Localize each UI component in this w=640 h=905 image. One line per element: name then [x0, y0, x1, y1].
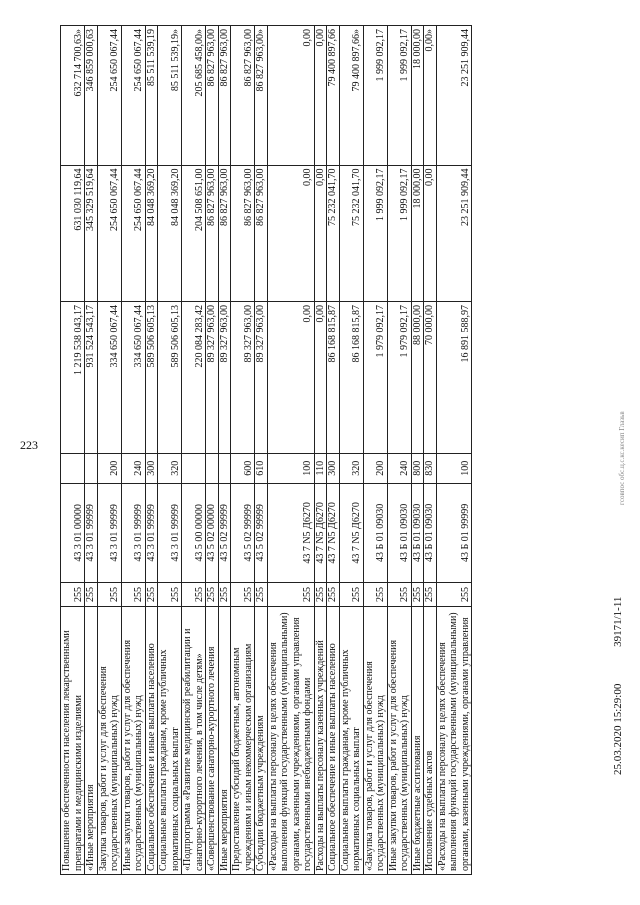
cell-v1: 220 084 283,42: [182, 301, 206, 453]
cell-v1: 86 168 815,87: [327, 301, 340, 453]
cell-v3: 85 511 539,19: [145, 26, 158, 166]
cell-v3: 1 999 092,17: [387, 26, 411, 166]
cell-grbs: 255: [85, 582, 98, 606]
cell-kcsr: 43 3 01 99999: [158, 483, 182, 582]
table-row: [158, 26, 182, 875]
cell-v2: 84 048 369,20: [145, 165, 158, 301]
table-row: [436, 26, 472, 875]
cell-v2: 0,00: [267, 165, 314, 301]
table-row: [327, 26, 340, 875]
cell-kcsr: 43 3 01 99999: [145, 483, 158, 582]
cell-kvr: 800: [411, 453, 424, 483]
cell-name: «Иные мероприятия: [85, 607, 98, 875]
cell-kvr: 110: [314, 453, 327, 483]
table-row: [339, 26, 363, 875]
cell-v2: 0,00: [424, 165, 437, 301]
table-row: [206, 26, 219, 875]
cell-grbs: 255: [121, 582, 145, 606]
cell-v2: 75 232 041,70: [339, 165, 363, 301]
cell-v3: 0,00: [314, 26, 327, 166]
cell-v1: 0,00: [314, 301, 327, 453]
cell-v2: 23 251 909,44: [436, 165, 472, 301]
cell-kvr: [206, 453, 219, 483]
table-row: [411, 26, 424, 875]
cell-v3: 79 400 897,66»: [339, 26, 363, 166]
cell-kcsr: 43 5 02 99999: [231, 483, 255, 582]
cell-kcsr: 43 Б 01 09030: [363, 483, 387, 582]
cell-name: Иные мероприятия: [218, 607, 231, 875]
cell-v3: 0,00»: [424, 26, 437, 166]
cell-kcsr: 43 7 N5 Д6270: [339, 483, 363, 582]
table-row: [97, 26, 121, 875]
cell-kvr: 200: [363, 453, 387, 483]
cell-kvr: 610: [255, 453, 268, 483]
cell-v2: 75 232 041,70: [327, 165, 340, 301]
cell-v1: 89 327 963,00: [231, 301, 255, 453]
table-row: [267, 26, 314, 875]
table-row: [121, 26, 145, 875]
cell-kcsr: 43 Б 01 99999: [436, 483, 472, 582]
cell-v1: 931 524 543,17: [85, 301, 98, 453]
table-row: [61, 26, 85, 875]
cell-v1: 70 000,00: [424, 301, 437, 453]
cell-kvr: 100: [436, 453, 472, 483]
cell-v2: 86 827 963,00: [255, 165, 268, 301]
table-row: [218, 26, 231, 875]
cell-grbs: 255: [339, 582, 363, 606]
cell-kvr: 240: [121, 453, 145, 483]
cell-kvr: [61, 453, 85, 483]
cell-name: Предоставление субсидий бюджетным, автономным учреждениям и иным некоммерческим организациям: [231, 607, 255, 875]
cell-kcsr: 43 5 00 00000: [182, 483, 206, 582]
cell-v2: 1 999 092,17: [387, 165, 411, 301]
cell-name: Закупка товаров, работ и услуг для обеспечения государственных (муниципальных) нужд: [97, 607, 121, 875]
cell-grbs: 255: [97, 582, 121, 606]
cell-v2: 18 000,00: [411, 165, 424, 301]
cell-v3: 86 827 963,00: [218, 26, 231, 166]
cell-v2: 84 048 369,20: [158, 165, 182, 301]
cell-kcsr: 43 7 N5 Д6270: [327, 483, 340, 582]
cell-name: Социальные выплаты гражданам, кроме публичных нормативных социальных выплат: [339, 607, 363, 875]
cell-kcsr: 43 5 02 00000: [206, 483, 219, 582]
cell-grbs: 255: [363, 582, 387, 606]
cell-grbs: 255: [314, 582, 327, 606]
cell-kcsr: 43 3 01 00000: [61, 483, 85, 582]
table-row: [145, 26, 158, 875]
cell-grbs: 255: [327, 582, 340, 606]
cell-kcsr: 43 5 02 99999: [255, 483, 268, 582]
cell-kvr: 300: [327, 453, 340, 483]
cell-v1: 86 168 815,87: [339, 301, 363, 453]
cell-name: «Подпрограмма «Развитие медицинской реабилитации и санаторно-курортного лечения, в том числе детям»: [182, 607, 206, 875]
budget-table: [60, 25, 472, 875]
cell-kvr: 830: [424, 453, 437, 483]
table-row: [363, 26, 387, 875]
cell-name: Социальное обеспечение и иные выплаты населению: [327, 607, 340, 875]
cell-v1: 16 891 588,97: [436, 301, 472, 453]
cell-v3: 254 650 067,44: [121, 26, 145, 166]
cell-name: «Совершенствование санаторно-курортного лечения: [206, 607, 219, 875]
cell-v1: 589 506 605,13: [158, 301, 182, 453]
cell-kcsr: 43 7 N5 Д6270: [267, 483, 314, 582]
cell-name: Повышение обеспеченности населения лекарственными препаратами и медицинскими изделиями: [61, 607, 85, 875]
cell-kcsr: 43 3 01 99999: [85, 483, 98, 582]
cell-v1: 589 506 605,13: [145, 301, 158, 453]
cell-v2: 254 650 067,44: [97, 165, 121, 301]
cell-v2: 204 508 651,00: [182, 165, 206, 301]
cell-kcsr: 43 Б 01 09030: [424, 483, 437, 582]
cell-grbs: 255: [61, 582, 85, 606]
cell-grbs: 255: [424, 582, 437, 606]
cell-v2: 1 999 092,17: [363, 165, 387, 301]
table-row: [182, 26, 206, 875]
cell-v3: 86 827 963,00: [206, 26, 219, 166]
table-row: [387, 26, 411, 875]
cell-v3: 79 400 897,66: [327, 26, 340, 166]
cell-kcsr: 43 5 02 99999: [218, 483, 231, 582]
cell-v1: 1 979 092,17: [363, 301, 387, 453]
cell-grbs: 255: [411, 582, 424, 606]
cell-v2: 0,00: [314, 165, 327, 301]
page-number: 223: [20, 438, 38, 452]
footer: [612, 597, 624, 775]
cell-grbs: 255: [436, 582, 472, 606]
cell-v3: 23 251 909,44: [436, 26, 472, 166]
cell-v2: 86 827 963,00: [206, 165, 219, 301]
cell-v3: 346 859 000,63: [85, 26, 98, 166]
cell-v1: 89 327 963,00: [218, 301, 231, 453]
cell-kcsr: 43 3 01 99999: [121, 483, 145, 582]
footer-datetime: 25.03.2020 15:29:00: [612, 683, 624, 775]
table-row: [231, 26, 255, 875]
cell-v1: 88 000,00: [411, 301, 424, 453]
cell-grbs: 255: [231, 582, 255, 606]
cell-v2: 86 827 963,00: [218, 165, 231, 301]
table-row: [255, 26, 268, 875]
cell-kvr: [85, 453, 98, 483]
cell-grbs: 255: [218, 582, 231, 606]
cell-v2: 86 827 963,00: [231, 165, 255, 301]
cell-kcsr: 43 Б 01 09030: [387, 483, 411, 582]
cell-grbs: 255: [255, 582, 268, 606]
cell-v2: 254 650 067,44: [121, 165, 145, 301]
cell-kvr: 100: [267, 453, 314, 483]
table-row: [424, 26, 437, 875]
cell-v1: 0,00: [267, 301, 314, 453]
cell-v1: 1 219 538 043,17: [61, 301, 85, 453]
cell-name: Иные закупки товаров, работ и услуг для обеспечения государственных (муниципальных) нужд: [387, 607, 411, 875]
cell-v2: 631 030 119,64: [61, 165, 85, 301]
cell-v1: 334 650 067,44: [97, 301, 121, 453]
cell-v3: 85 511 539,19»: [158, 26, 182, 166]
cell-grbs: 255: [145, 582, 158, 606]
cell-v3: 1 999 092,17: [363, 26, 387, 166]
cell-name: Исполнение судебных актов: [424, 607, 437, 875]
cell-name: «Расходы на выплаты персоналу в целях обеспечения выполнения функций государственными (муниципальными) органами, казенными учреждениями, органами управления государственными внебюджетными фондами: [267, 607, 314, 875]
cell-v3: 254 650 067,44: [97, 26, 121, 166]
table-row: [314, 26, 327, 875]
cell-name: Иные бюджетные ассигнования: [411, 607, 424, 875]
cell-kcsr: 43 Б 01 09030: [411, 483, 424, 582]
table-body: [61, 26, 472, 875]
cell-grbs: 255: [387, 582, 411, 606]
cell-name: «Расходы на выплаты персоналу в целях обеспечения выполнения функций государственными (муниципальными) органами, казенными учреждениями, органами управления: [436, 607, 472, 875]
cell-name: Расходы на выплаты персоналу казенных учреждений: [314, 607, 327, 875]
cell-v3: 86 827 963,00»: [255, 26, 268, 166]
cell-kvr: 320: [339, 453, 363, 483]
cell-kvr: 300: [145, 453, 158, 483]
table-row: [85, 26, 98, 875]
cell-kvr: 240: [387, 453, 411, 483]
cell-kvr: [182, 453, 206, 483]
cell-v3: 632 714 700,63»: [61, 26, 85, 166]
cell-name: Социальное обеспечение и иные выплаты населению: [145, 607, 158, 875]
cell-name: «Закупка товаров, работ и услуг для обеспечения государственных (муниципальных) нужд: [363, 607, 387, 875]
cell-kcsr: 43 7 N5 Д6270: [314, 483, 327, 582]
footer-doc-id: 39171/1-11: [612, 596, 624, 647]
cell-kvr: [218, 453, 231, 483]
cell-v1: 89 327 963,00: [206, 301, 219, 453]
cell-v1: 1 979 092,17: [387, 301, 411, 453]
cell-kvr: 200: [97, 453, 121, 483]
cell-name: Иные закупки товаров, работ и услуг для обеспечения государственных (муниципальных) нужд: [121, 607, 145, 875]
cell-grbs: 255: [182, 582, 206, 606]
cell-kvr: 600: [231, 453, 255, 483]
cell-v3: 86 827 963,00: [231, 26, 255, 166]
cell-grbs: 255: [206, 582, 219, 606]
cell-v1: 334 650 067,44: [121, 301, 145, 453]
cell-grbs: 255: [158, 582, 182, 606]
cell-v3: 18 000,00: [411, 26, 424, 166]
stamp: гсовпос обс.ц.с.кс.кесип Глазьв: [618, 411, 626, 505]
cell-v1: 89 327 963,00: [255, 301, 268, 453]
cell-v3: 0,00: [267, 26, 314, 166]
cell-name: Социальные выплаты гражданам, кроме публичных нормативных социальных выплат: [158, 607, 182, 875]
cell-grbs: 255: [267, 582, 314, 606]
cell-v2: 345 329 519,64: [85, 165, 98, 301]
cell-v3: 205 685 458,00»: [182, 26, 206, 166]
cell-name: Субсидии бюджетным учреждениям: [255, 607, 268, 875]
cell-kvr: 320: [158, 453, 182, 483]
cell-kcsr: 43 3 01 99999: [97, 483, 121, 582]
